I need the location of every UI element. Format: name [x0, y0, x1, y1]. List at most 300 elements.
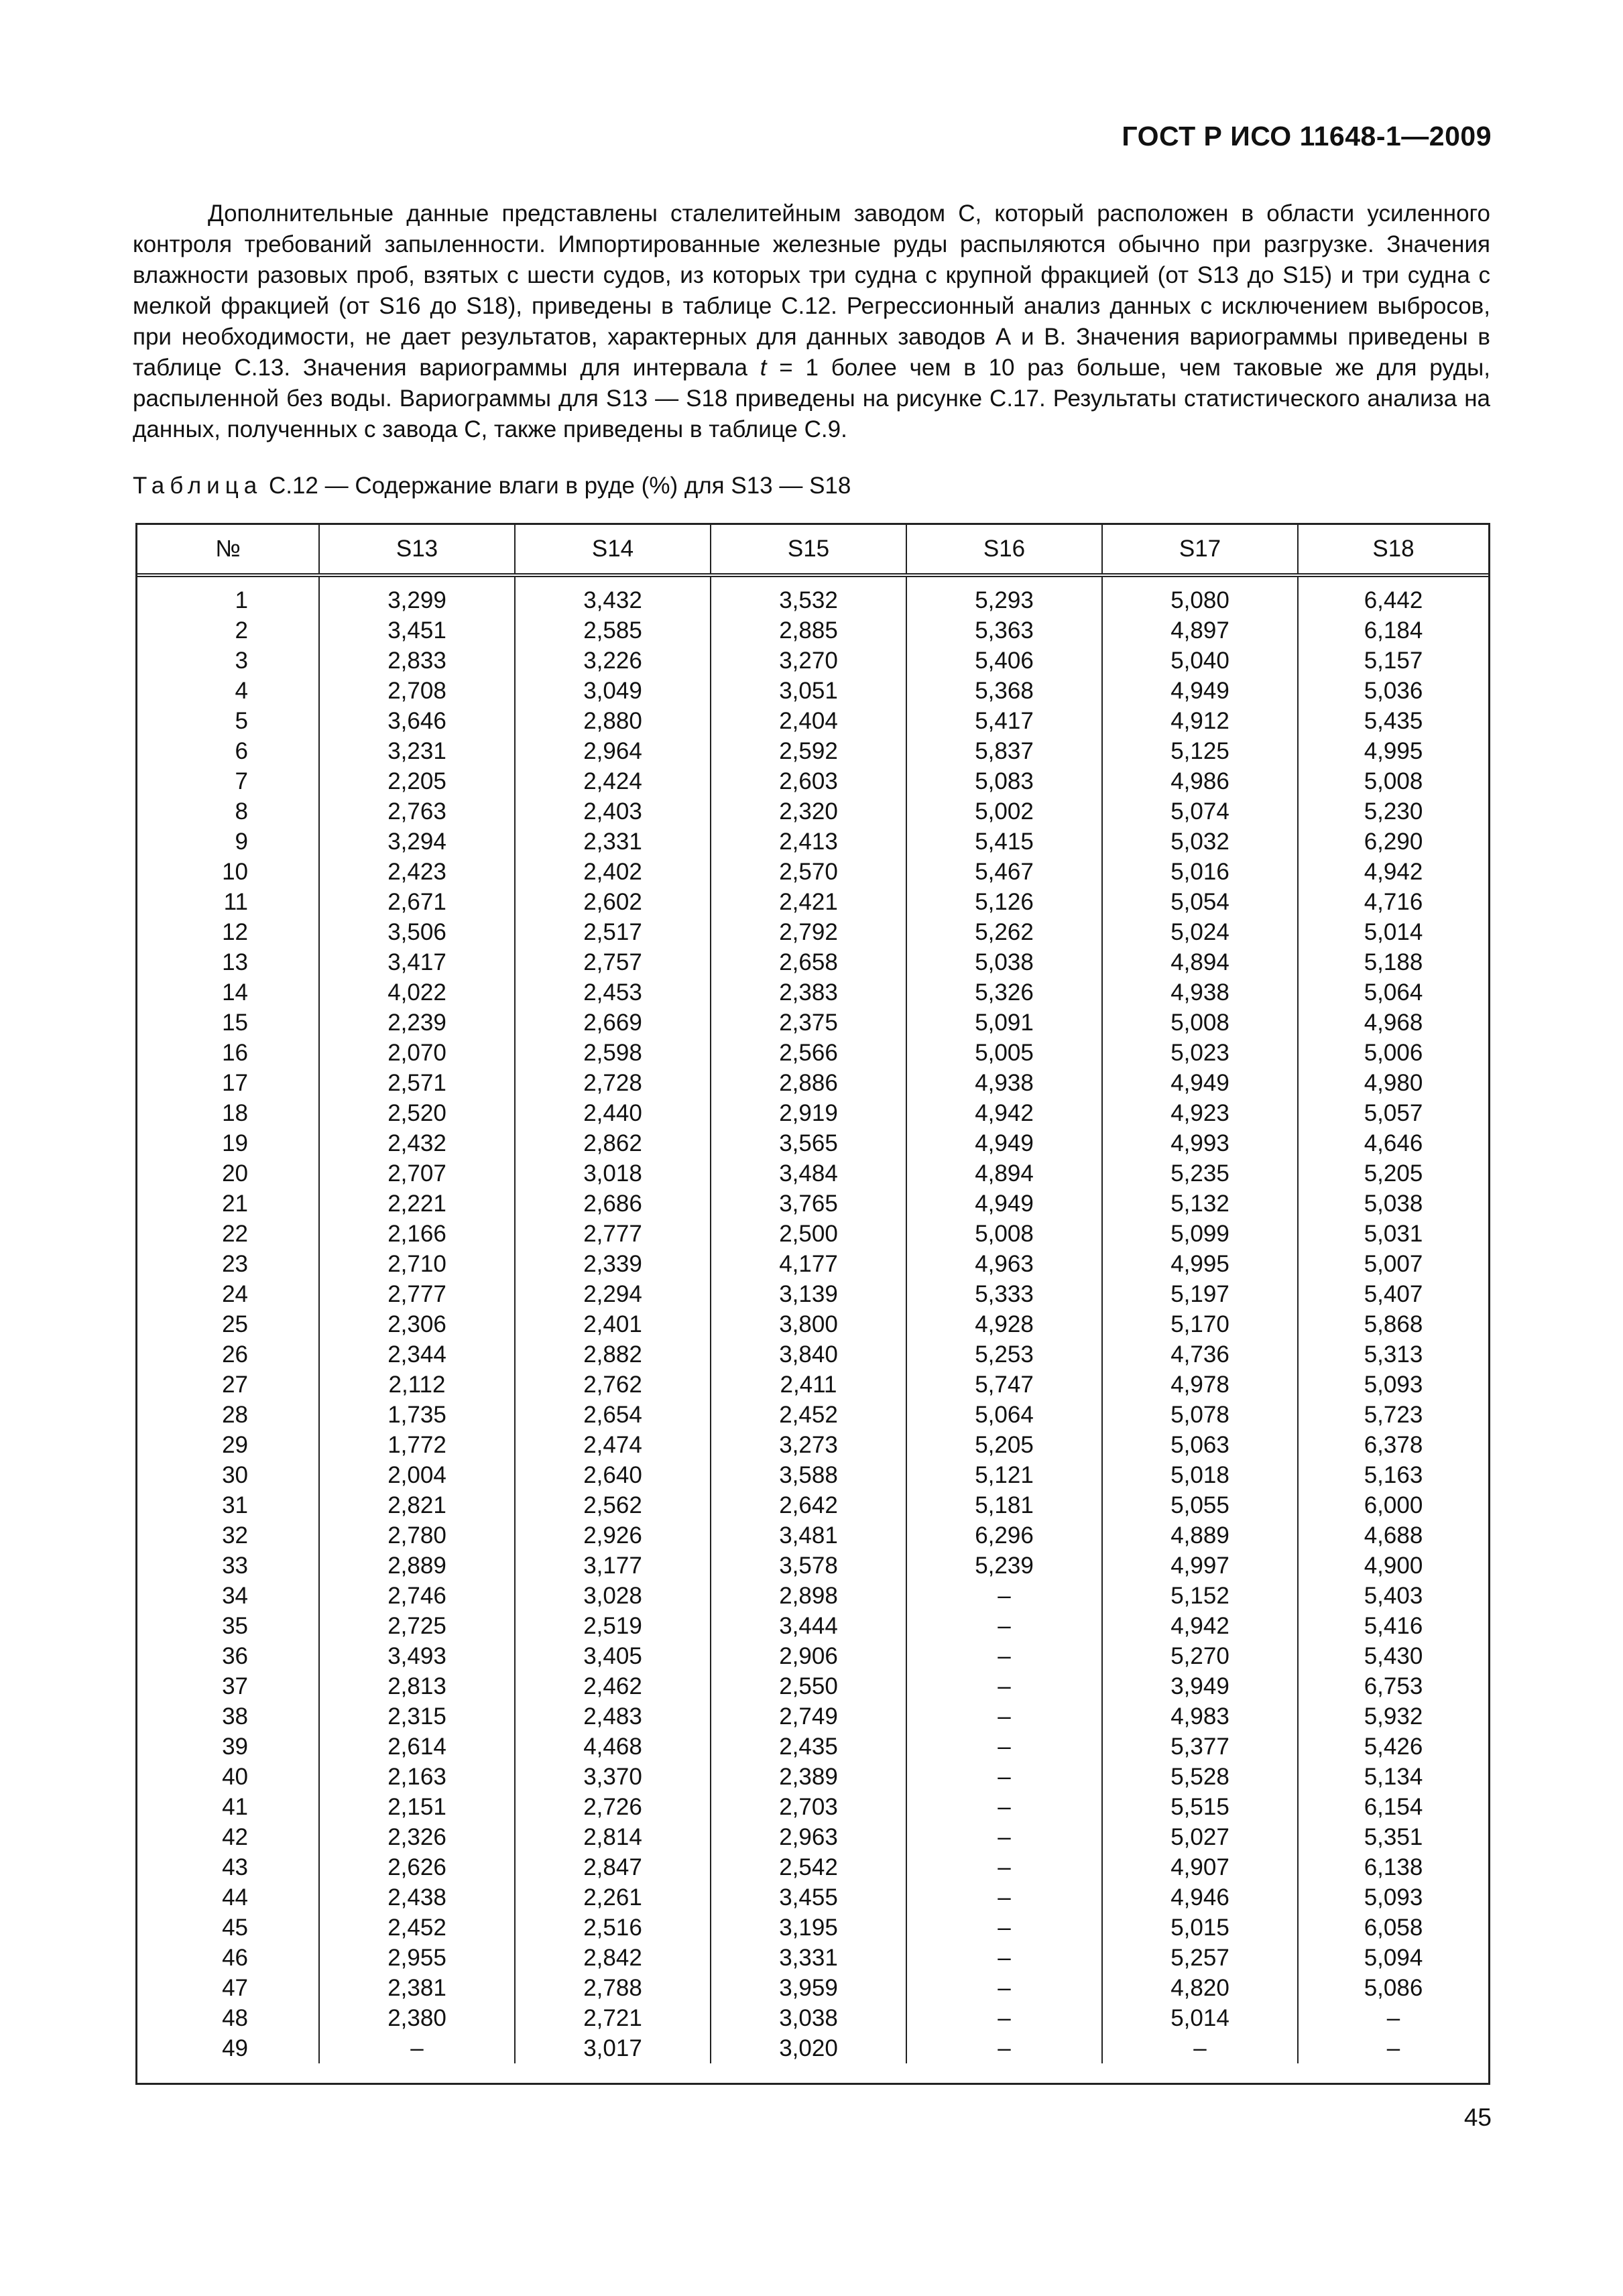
value-cell-s16: 5,239: [906, 1551, 1102, 1581]
value-cell-s14: 2,728: [515, 1068, 711, 1098]
value-cell-s18: 5,093: [1364, 1372, 1423, 1398]
value-cell-s16: 4,963: [906, 1249, 1102, 1279]
value-cell-s18: 5,403: [1364, 1583, 1423, 1609]
table-row: [137, 1490, 1488, 1520]
value-cell-s13: 3,506: [319, 917, 515, 947]
value-cell-s17: 5,018: [1102, 1460, 1298, 1490]
value-cell-s16: –: [906, 1701, 1102, 1732]
value-cell-s13: 2,707: [319, 1158, 515, 1189]
moisture-table-frame: [135, 523, 1490, 2085]
value-cell-s15: 3,481: [711, 1520, 906, 1551]
moisture-table: [137, 525, 1488, 2063]
value-cell-s18: 5,723: [1364, 1402, 1423, 1428]
value-cell-s16: 5,368: [906, 676, 1102, 706]
row-number-cell: 13: [137, 947, 319, 977]
value-cell-s15: 3,051: [711, 676, 906, 706]
value-cell-s15: 3,800: [711, 1309, 906, 1339]
value-cell-s14: 2,814: [515, 1822, 711, 1852]
value-cell-s14: 2,640: [515, 1460, 711, 1490]
value-cell-s17: 5,074: [1102, 796, 1298, 827]
value-cell-s15: 2,383: [711, 977, 906, 1008]
row-number-cell: 10: [137, 857, 319, 887]
value-cell-s13: 3,493: [319, 1641, 515, 1671]
value-cell-s14: 2,562: [515, 1490, 711, 1520]
value-cell-s16: 5,747: [906, 1370, 1102, 1400]
value-cell-s15: 2,592: [711, 736, 906, 766]
row-number-cell: 31: [137, 1490, 319, 1520]
value-cell-s14: 2,483: [515, 1701, 711, 1732]
value-cell-s16: 5,333: [906, 1279, 1102, 1309]
value-cell-s17: 4,894: [1102, 947, 1298, 977]
value-cell-s16: 4,894: [906, 1158, 1102, 1189]
row-number-cell: 17: [137, 1068, 319, 1098]
value-cell-s17: 5,170: [1102, 1309, 1298, 1339]
value-cell-s16: –: [906, 1611, 1102, 1641]
value-cell-s14: 2,331: [515, 827, 711, 857]
column-header-s13: S13: [319, 525, 515, 575]
value-cell-s14: 2,424: [515, 766, 711, 796]
row-number-cell: 30: [137, 1460, 319, 1490]
intro-paragraph: [133, 198, 1490, 445]
value-cell-s17: 5,024: [1102, 917, 1298, 947]
value-cell-s14: 2,757: [515, 947, 711, 977]
value-cell-s16: 5,467: [906, 857, 1102, 887]
value-cell-s13: 2,725: [319, 1611, 515, 1641]
value-cell-s18: 4,900: [1364, 1553, 1423, 1579]
value-cell-s17: 4,889: [1102, 1520, 1298, 1551]
value-cell-s17: 5,055: [1102, 1490, 1298, 1520]
value-cell-s15: 3,959: [711, 1973, 906, 2003]
value-cell-s15: 2,500: [711, 1219, 906, 1249]
table-row: [137, 1882, 1488, 1913]
row-number-cell: 2: [137, 615, 319, 646]
row-number-cell: 8: [137, 796, 319, 827]
table-row: [137, 796, 1488, 827]
table-row: [137, 1520, 1488, 1551]
value-cell-s16: 5,417: [906, 706, 1102, 736]
value-cell-s17: 5,270: [1102, 1641, 1298, 1671]
value-cell-s18: 5,038: [1364, 1191, 1423, 1217]
value-cell-s13: 2,777: [319, 1279, 515, 1309]
value-cell-s14: 3,017: [515, 2033, 711, 2063]
value-cell-s13: 1,735: [319, 1400, 515, 1430]
value-cell-s14: 2,964: [515, 736, 711, 766]
document-id: ГОСТ Р ИСО 11648-1—2009: [1122, 121, 1492, 152]
value-cell-s16: –: [906, 1852, 1102, 1882]
value-cell-s13: 2,746: [319, 1581, 515, 1611]
table-row: [137, 1943, 1488, 1973]
value-cell-s17: 5,125: [1102, 736, 1298, 766]
value-cell-s18: 5,094: [1364, 1945, 1423, 1971]
value-cell-s15: 3,331: [711, 1943, 906, 1973]
value-cell-s18: 5,036: [1364, 678, 1423, 704]
value-cell-s18: 5,057: [1364, 1100, 1423, 1126]
value-cell-s18: 6,154: [1364, 1794, 1423, 1820]
value-cell-s15: 2,749: [711, 1701, 906, 1732]
table-row: [137, 1732, 1488, 1762]
value-cell-s17: 4,995: [1102, 1249, 1298, 1279]
value-cell-s15: 3,532: [711, 575, 906, 615]
row-number-cell: 15: [137, 1008, 319, 1038]
row-number-cell: 3: [137, 646, 319, 676]
value-cell-s15: 2,792: [711, 917, 906, 947]
value-cell-s15: 3,038: [711, 2003, 906, 2033]
value-cell-s14: 2,440: [515, 1098, 711, 1128]
table-row: [137, 2003, 1488, 2033]
value-cell-s17: 5,032: [1102, 827, 1298, 857]
value-cell-s16: –: [906, 1943, 1102, 1973]
value-cell-s15: 2,963: [711, 1822, 906, 1852]
row-number-cell: 33: [137, 1551, 319, 1581]
value-cell-s18: 5,932: [1364, 1703, 1423, 1730]
value-cell-s13: 2,344: [319, 1339, 515, 1370]
value-cell-s13: 2,626: [319, 1852, 515, 1882]
value-cell-s15: 3,444: [711, 1611, 906, 1641]
value-cell-s17: 5,023: [1102, 1038, 1298, 1068]
value-cell-s14: 2,686: [515, 1189, 711, 1219]
value-cell-s15: 2,885: [711, 615, 906, 646]
value-cell-s13: 2,151: [319, 1792, 515, 1822]
row-number-cell: 40: [137, 1762, 319, 1792]
value-cell-s14: 2,474: [515, 1430, 711, 1460]
value-cell-s13: 2,438: [319, 1882, 515, 1913]
value-cell-s16: 5,008: [906, 1219, 1102, 1249]
table-row: [137, 766, 1488, 796]
value-cell-s18: 4,646: [1364, 1130, 1423, 1156]
table-row: [137, 1370, 1488, 1400]
value-cell-s13: 2,571: [319, 1068, 515, 1098]
value-cell-s16: –: [906, 2003, 1102, 2033]
value-cell-s14: 2,862: [515, 1128, 711, 1158]
value-cell-s15: 2,919: [711, 1098, 906, 1128]
row-number-cell: 14: [137, 977, 319, 1008]
table-row: [137, 1641, 1488, 1671]
value-cell-s15: 2,375: [711, 1008, 906, 1038]
value-cell-s13: 3,646: [319, 706, 515, 736]
page-number: 45: [1463, 2104, 1492, 2131]
value-cell-s16: –: [906, 1882, 1102, 1913]
value-cell-s17: 5,054: [1102, 887, 1298, 917]
value-cell-s13: –: [319, 2033, 515, 2063]
value-cell-s14: 2,462: [515, 1671, 711, 1701]
value-cell-s16: 4,949: [906, 1189, 1102, 1219]
value-cell-s13: 3,451: [319, 615, 515, 646]
value-cell-s18: –: [1386, 2035, 1400, 2061]
table-caption-lead: Таблица: [133, 473, 263, 499]
value-cell-s17: 4,986: [1102, 766, 1298, 796]
row-number-cell: 42: [137, 1822, 319, 1852]
table-row: [137, 1189, 1488, 1219]
value-cell-s15: 2,642: [711, 1490, 906, 1520]
value-cell-s15: 2,389: [711, 1762, 906, 1792]
value-cell-s15: 4,177: [711, 1249, 906, 1279]
value-cell-s16: 5,262: [906, 917, 1102, 947]
value-cell-s18: 5,157: [1364, 648, 1423, 674]
value-cell-s18: 5,205: [1364, 1160, 1423, 1187]
row-number-cell: 25: [137, 1309, 319, 1339]
value-cell-s13: 3,299: [319, 575, 515, 615]
value-cell-s17: 5,027: [1102, 1822, 1298, 1852]
intro-text-part1: Дополнительные данные представлены сталелитейным заводом С, который расположен в области усиленного контроля требований запыленности. Импортированные железные руды распыляются обычно при разгрузке. Значения влажности разовых проб, взятых с шести судов, из которых три судна с крупной фракцией (от S13 до S15) и три судна с мелкой фракцией (от S16 до S18), приведены в таблице С.12. Регрессионный анализ данных с исключением выбросов, при необходимости, не дает результатов, характерных для данных заводов А и В. Значения вариограммы приведены в таблице С.13. Значения вариограммы для интервала: [133, 200, 1490, 381]
value-cell-s18: 4,942: [1364, 859, 1423, 885]
value-cell-s16: –: [906, 2033, 1102, 2063]
value-cell-s16: –: [906, 1732, 1102, 1762]
value-cell-s13: 2,221: [319, 1189, 515, 1219]
table-row: [137, 676, 1488, 706]
table-row: [137, 615, 1488, 646]
value-cell-s14: 2,669: [515, 1008, 711, 1038]
value-cell-s18: 6,442: [1364, 587, 1423, 613]
value-cell-s18: 4,688: [1364, 1522, 1423, 1549]
value-cell-s15: 2,550: [711, 1671, 906, 1701]
value-cell-s17: 4,736: [1102, 1339, 1298, 1370]
value-cell-s14: 3,028: [515, 1581, 711, 1611]
value-cell-s18: 5,230: [1364, 798, 1423, 825]
row-number-cell: 37: [137, 1671, 319, 1701]
value-cell-s16: 5,253: [906, 1339, 1102, 1370]
value-cell-s18: 5,351: [1364, 1824, 1423, 1850]
table-caption-text: С.12 — Содержание влаги в руде (%) для S13 — S18: [268, 473, 851, 499]
value-cell-s18: 5,416: [1364, 1613, 1423, 1639]
value-cell-s15: 2,570: [711, 857, 906, 887]
row-number-cell: 35: [137, 1611, 319, 1641]
value-cell-s14: 2,847: [515, 1852, 711, 1882]
table-row: [137, 1762, 1488, 1792]
value-cell-s14: 2,294: [515, 1279, 711, 1309]
value-cell-s14: 2,880: [515, 706, 711, 736]
value-cell-s18: 5,407: [1364, 1281, 1423, 1307]
value-cell-s15: 2,452: [711, 1400, 906, 1430]
value-cell-s18: 4,995: [1364, 738, 1423, 764]
value-cell-s16: –: [906, 1822, 1102, 1852]
value-cell-s15: 2,603: [711, 766, 906, 796]
table-row: [137, 1158, 1488, 1189]
value-cell-s15: 2,906: [711, 1641, 906, 1671]
value-cell-s16: 5,837: [906, 736, 1102, 766]
value-cell-s13: 2,710: [319, 1249, 515, 1279]
value-cell-s13: 2,326: [319, 1822, 515, 1852]
value-cell-s17: 3,949: [1102, 1671, 1298, 1701]
value-cell-s13: 2,163: [319, 1762, 515, 1792]
value-cell-s17: 5,040: [1102, 646, 1298, 676]
value-cell-s16: 4,942: [906, 1098, 1102, 1128]
table-row: [137, 1309, 1488, 1339]
value-cell-s18: 5,008: [1364, 768, 1423, 794]
value-cell-s17: 4,949: [1102, 676, 1298, 706]
value-cell-s15: 3,195: [711, 1913, 906, 1943]
table-row: [137, 1279, 1488, 1309]
value-cell-s14: 2,721: [515, 2003, 711, 2033]
value-cell-s17: 4,997: [1102, 1551, 1298, 1581]
table-row: [137, 736, 1488, 766]
column-header-s14: S14: [515, 525, 711, 575]
column-header-s16: S16: [906, 525, 1102, 575]
value-cell-s15: 2,421: [711, 887, 906, 917]
value-cell-s13: 3,231: [319, 736, 515, 766]
value-cell-s14: 3,018: [515, 1158, 711, 1189]
value-cell-s17: 5,235: [1102, 1158, 1298, 1189]
table-row: [137, 646, 1488, 676]
row-number-cell: 23: [137, 1249, 319, 1279]
value-cell-s18: 5,006: [1364, 1040, 1423, 1066]
row-number-cell: 19: [137, 1128, 319, 1158]
value-cell-s14: 2,516: [515, 1913, 711, 1943]
value-cell-s14: 2,339: [515, 1249, 711, 1279]
value-cell-s16: 5,181: [906, 1490, 1102, 1520]
value-cell-s17: 5,528: [1102, 1762, 1298, 1792]
value-cell-s14: 2,726: [515, 1792, 711, 1822]
value-cell-s15: 2,886: [711, 1068, 906, 1098]
value-cell-s18: 6,378: [1364, 1432, 1423, 1458]
row-number-cell: 18: [137, 1098, 319, 1128]
value-cell-s15: 3,273: [711, 1430, 906, 1460]
value-cell-s14: 4,468: [515, 1732, 711, 1762]
value-cell-s17: 5,008: [1102, 1008, 1298, 1038]
value-cell-s18: 6,184: [1364, 617, 1423, 644]
value-cell-s13: 1,772: [319, 1430, 515, 1460]
row-number-cell: 7: [137, 766, 319, 796]
value-cell-s16: 5,293: [906, 575, 1102, 615]
row-number-cell: 20: [137, 1158, 319, 1189]
value-cell-s14: 2,598: [515, 1038, 711, 1068]
value-cell-s13: 2,780: [319, 1520, 515, 1551]
value-cell-s14: 2,402: [515, 857, 711, 887]
value-cell-s18: 6,138: [1364, 1854, 1423, 1880]
value-cell-s13: 2,833: [319, 646, 515, 676]
column-header-number: №: [137, 525, 319, 575]
value-cell-s16: 5,038: [906, 947, 1102, 977]
value-cell-s13: 2,614: [319, 1732, 515, 1762]
table-row: [137, 1581, 1488, 1611]
value-cell-s16: 5,121: [906, 1460, 1102, 1490]
table-row: [137, 1792, 1488, 1822]
table-row: [137, 1551, 1488, 1581]
value-cell-s17: 4,938: [1102, 977, 1298, 1008]
value-cell-s17: 4,820: [1102, 1973, 1298, 2003]
value-cell-s16: –: [906, 1581, 1102, 1611]
value-cell-s16: 5,083: [906, 766, 1102, 796]
value-cell-s18: 5,868: [1364, 1311, 1423, 1337]
value-cell-s14: 3,405: [515, 1641, 711, 1671]
column-header-s18: S18: [1298, 525, 1488, 575]
row-number-cell: 22: [137, 1219, 319, 1249]
row-number-cell: 47: [137, 1973, 319, 2003]
value-cell-s17: 5,015: [1102, 1913, 1298, 1943]
value-cell-s18: 5,014: [1364, 919, 1423, 945]
table-row: [137, 1249, 1488, 1279]
row-number-cell: 46: [137, 1943, 319, 1973]
table-row: [137, 1098, 1488, 1128]
value-cell-s13: 2,821: [319, 1490, 515, 1520]
value-cell-s16: 5,126: [906, 887, 1102, 917]
row-number-cell: 5: [137, 706, 319, 736]
value-cell-s13: 2,166: [319, 1219, 515, 1249]
value-cell-s16: –: [906, 1792, 1102, 1822]
value-cell-s13: 3,417: [319, 947, 515, 977]
value-cell-s13: 2,306: [319, 1309, 515, 1339]
value-cell-s16: 5,064: [906, 1400, 1102, 1430]
value-cell-s18: 5,064: [1364, 979, 1423, 1006]
value-cell-s13: 2,813: [319, 1671, 515, 1701]
row-number-cell: 11: [137, 887, 319, 917]
value-cell-s16: –: [906, 1762, 1102, 1792]
value-cell-s18: 5,435: [1364, 708, 1423, 734]
value-cell-s14: 2,453: [515, 977, 711, 1008]
value-cell-s17: 5,257: [1102, 1943, 1298, 1973]
value-cell-s17: 5,080: [1102, 575, 1298, 615]
table-row: [137, 1400, 1488, 1430]
value-cell-s17: 5,063: [1102, 1430, 1298, 1460]
value-cell-s17: –: [1102, 2033, 1298, 2063]
value-cell-s14: 2,654: [515, 1400, 711, 1430]
column-header-s17: S17: [1102, 525, 1298, 575]
row-number-cell: 43: [137, 1852, 319, 1882]
value-cell-s15: 2,320: [711, 796, 906, 827]
value-cell-s15: 3,588: [711, 1460, 906, 1490]
table-row: [137, 1913, 1488, 1943]
value-cell-s18: 5,031: [1364, 1221, 1423, 1247]
table-header-row: [137, 525, 1488, 575]
value-cell-s14: 3,177: [515, 1551, 711, 1581]
table-row: [137, 827, 1488, 857]
value-cell-s13: 2,205: [319, 766, 515, 796]
value-cell-s18: 5,188: [1364, 949, 1423, 975]
value-cell-s14: 2,602: [515, 887, 711, 917]
value-cell-s18: 6,290: [1364, 829, 1423, 855]
table-row: [137, 1973, 1488, 2003]
value-cell-s15: 2,542: [711, 1852, 906, 1882]
table-row: [137, 977, 1488, 1008]
value-cell-s17: 5,078: [1102, 1400, 1298, 1430]
value-cell-s17: 5,099: [1102, 1219, 1298, 1249]
value-cell-s13: 2,239: [319, 1008, 515, 1038]
table-row: [137, 917, 1488, 947]
value-cell-s15: 3,139: [711, 1279, 906, 1309]
value-cell-s18: 4,968: [1364, 1010, 1423, 1036]
value-cell-s17: 5,197: [1102, 1279, 1298, 1309]
table-body: [137, 575, 1488, 2063]
value-cell-s13: 2,955: [319, 1943, 515, 1973]
value-cell-s18: 4,716: [1364, 889, 1423, 915]
value-cell-s15: 3,840: [711, 1339, 906, 1370]
value-cell-s14: 2,519: [515, 1611, 711, 1641]
value-cell-s17: 4,993: [1102, 1128, 1298, 1158]
value-cell-s14: 2,882: [515, 1339, 711, 1370]
value-cell-s13: 2,763: [319, 796, 515, 827]
value-cell-s13: 2,671: [319, 887, 515, 917]
value-cell-s16: 5,005: [906, 1038, 1102, 1068]
value-cell-s15: 3,565: [711, 1128, 906, 1158]
value-cell-s13: 2,889: [319, 1551, 515, 1581]
row-number-cell: 27: [137, 1370, 319, 1400]
value-cell-s14: 2,788: [515, 1973, 711, 2003]
value-cell-s17: 5,377: [1102, 1732, 1298, 1762]
table-row: [137, 1611, 1488, 1641]
value-cell-s16: 5,415: [906, 827, 1102, 857]
table-row: [137, 1671, 1488, 1701]
value-cell-s15: 3,484: [711, 1158, 906, 1189]
value-cell-s15: 3,765: [711, 1189, 906, 1219]
value-cell-s16: –: [906, 1913, 1102, 1943]
value-cell-s14: 3,226: [515, 646, 711, 676]
row-number-cell: 21: [137, 1189, 319, 1219]
value-cell-s14: 2,777: [515, 1219, 711, 1249]
value-cell-s14: 2,842: [515, 1943, 711, 1973]
table-row: [137, 887, 1488, 917]
value-cell-s18: 5,086: [1364, 1975, 1423, 2001]
value-cell-s18: 5,134: [1364, 1764, 1423, 1790]
value-cell-s15: 2,404: [711, 706, 906, 736]
